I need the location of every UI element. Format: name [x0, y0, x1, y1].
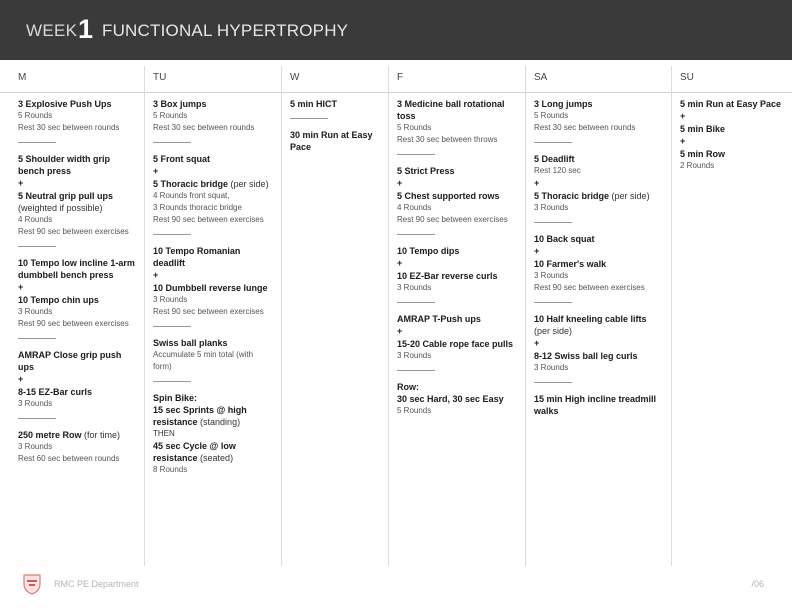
exercise-note: 5 Rounds [18, 111, 53, 120]
exercise-text: 10 EZ-Bar reverse curls [397, 271, 498, 281]
block-divider [397, 234, 435, 235]
superset-plus: + [397, 258, 403, 268]
exercise-qualifier: (seated) [200, 453, 234, 463]
exercise-text: 3 Medicine ball rotational toss [397, 99, 505, 121]
exercise-block [680, 98, 784, 172]
exercise-text: 45 sec Cycle @ low resistance [153, 441, 236, 463]
exercise-note: 4 Rounds [18, 215, 53, 224]
exercise-text: 8-15 EZ-Bar curls [18, 387, 93, 397]
exercise-block [534, 313, 663, 374]
day-label: TU [153, 72, 167, 83]
day-column [144, 66, 281, 566]
program-title: FUNCTIONAL HYPERTROPHY [102, 21, 349, 40]
exercise-text: 5 min HICT [290, 99, 338, 109]
page-number: /06 [751, 579, 764, 589]
exercise-name [18, 257, 136, 281]
block-divider [153, 234, 191, 235]
day-label: W [290, 72, 300, 83]
exercise-note: Rest 90 sec between exercises [18, 227, 129, 236]
exercise-block [534, 393, 663, 417]
exercise-name [680, 98, 784, 110]
exercise-note: Rest 90 sec between exercises [153, 215, 264, 224]
superset-plus: + [397, 326, 403, 336]
exercise-note: 5 Rounds [534, 111, 569, 120]
exercise-name [18, 294, 136, 306]
exercise-name [153, 337, 273, 349]
exercise-text: Swiss ball planks [153, 338, 228, 348]
day-column [0, 66, 144, 566]
exercise-note: Rest 60 sec between rounds [18, 454, 120, 463]
exercise-text: 5 Shoulder width grip bench press [18, 154, 110, 176]
block-divider [153, 142, 191, 143]
superset-plus: + [680, 111, 686, 121]
exercise-note: 4 Rounds [397, 203, 432, 212]
exercise-text: AMRAP Close grip push ups [18, 350, 122, 372]
exercise-block [153, 245, 273, 318]
exercise-name [534, 313, 663, 325]
exercise-name [153, 440, 273, 464]
exercise-text: 250 metre Row [18, 430, 82, 440]
exercise-name [534, 190, 663, 202]
exercise-note: 5 Rounds [397, 406, 432, 415]
exercise-text: 3 Explosive Push Ups [18, 99, 112, 109]
exercise-name [534, 98, 663, 110]
block-divider [534, 142, 572, 143]
exercise-qualifier: (per side) [611, 191, 650, 201]
exercise-note: 3 Rounds [534, 203, 569, 212]
exercise-text: 5 Strict Press [397, 166, 455, 176]
exercise-qualifier: (weighted if possible) [18, 203, 103, 213]
exercise-text: 10 Tempo dips [397, 246, 460, 256]
day-label: SU [680, 72, 694, 83]
superset-plus: + [153, 166, 159, 176]
exercise-name [153, 98, 273, 110]
week-label: WEEK [26, 21, 78, 40]
superset-plus: + [534, 246, 540, 256]
exercise-text: 10 Tempo low incline 1-arm dumbbell bench press [18, 258, 135, 280]
exercise-note: 5 Rounds [153, 111, 188, 120]
exercise-block [534, 233, 663, 294]
exercise-text: 15 sec Sprints @ high resistance [153, 405, 247, 427]
exercise-note: 3 Rounds [534, 363, 569, 372]
exercise-note: 5 Rounds [397, 123, 432, 132]
exercise-note: Rest 30 sec between throws [397, 135, 498, 144]
exercise-name [153, 392, 273, 404]
exercise-name [397, 98, 517, 122]
exercise-name [397, 190, 517, 202]
day-content [680, 92, 784, 172]
exercise-name [153, 245, 273, 269]
exercise-note: 3 Rounds [18, 399, 53, 408]
exercise-text: 5 min Row [680, 149, 726, 159]
day-column [388, 66, 525, 566]
exercise-text: 30 sec Hard, 30 sec Easy [397, 394, 504, 404]
day-label: F [397, 72, 404, 83]
exercise-name [397, 393, 517, 405]
exercise-name [290, 98, 380, 110]
exercise-note: Rest 90 sec between exercises [534, 283, 645, 292]
exercise-note: 3 Rounds [153, 295, 188, 304]
page-header [0, 0, 792, 60]
exercise-text: 30 min Run at Easy Pace [290, 130, 373, 152]
day-content [534, 92, 663, 417]
exercise-note: 3 Rounds [534, 271, 569, 280]
exercise-block [18, 429, 136, 465]
exercise-name [397, 313, 517, 325]
exercise-block [153, 337, 273, 373]
exercise-note: 3 Rounds [18, 307, 53, 316]
exercise-name [534, 350, 663, 362]
shield-logo-icon [22, 573, 42, 595]
block-divider [153, 381, 191, 382]
exercise-text: 10 Tempo Romanian deadlift [153, 246, 241, 268]
exercise-name [534, 258, 663, 270]
superset-plus: + [18, 282, 24, 292]
exercise-block [18, 349, 136, 410]
exercise-name [397, 165, 517, 177]
day-content [153, 92, 273, 476]
exercise-note: 2 Rounds [680, 161, 715, 170]
exercise-name [397, 270, 517, 282]
exercise-text: 10 Tempo chin ups [18, 295, 99, 305]
exercise-qualifier: (per side) [534, 326, 573, 336]
exercise-name [18, 429, 136, 441]
block-divider [18, 142, 56, 143]
exercise-text: Row: [397, 382, 419, 392]
exercise-note: 8 Rounds [153, 465, 188, 474]
day-column [281, 66, 388, 566]
exercise-block [153, 98, 273, 134]
exercise-text: 5 Thoracic bridge [534, 191, 610, 201]
superset-plus: + [397, 178, 403, 188]
exercise-qualifier: (per side) [230, 179, 269, 189]
exercise-name [397, 381, 517, 393]
exercise-note: Rest 30 sec between rounds [534, 123, 636, 132]
exercise-name [534, 393, 663, 417]
exercise-block [153, 153, 273, 226]
superset-plus: + [153, 270, 159, 280]
block-divider [18, 338, 56, 339]
exercise-block [534, 153, 663, 214]
superset-plus: + [680, 136, 686, 146]
exercise-text: 10 Back squat [534, 234, 595, 244]
exercise-qualifier: (standing) [200, 417, 241, 427]
exercise-note: Rest 30 sec between rounds [18, 123, 120, 132]
exercise-text: 8-12 Swiss ball leg curls [534, 351, 638, 361]
exercise-name [534, 153, 663, 165]
exercise-name [290, 129, 380, 153]
day-label: M [18, 72, 27, 83]
exercise-block [18, 98, 136, 134]
exercise-text: 15-20 Cable rope face pulls [397, 339, 514, 349]
exercise-name [153, 282, 273, 294]
exercise-name [153, 178, 273, 190]
exercise-name [18, 190, 136, 214]
exercise-text: 10 Farmer's walk [534, 259, 607, 269]
exercise-block [153, 392, 273, 476]
then-label: THEN [153, 429, 175, 438]
footer-org: RMC PE Department [54, 579, 139, 589]
block-divider [290, 118, 328, 119]
exercise-text: 5 min Bike [680, 124, 726, 134]
exercise-name [680, 123, 784, 135]
block-divider [153, 326, 191, 327]
superset-plus: + [18, 178, 24, 188]
day-content [397, 92, 517, 417]
exercise-text: 10 Half kneeling cable lifts [534, 314, 647, 324]
day-column [671, 66, 792, 566]
exercise-note: Accumulate 5 min total (with form) [153, 350, 254, 371]
exercise-note: Rest 90 sec between exercises [153, 307, 264, 316]
exercise-note: Rest 120 sec [534, 166, 581, 175]
day-label: SA [534, 72, 548, 83]
exercise-name [18, 349, 136, 373]
exercise-name [18, 386, 136, 398]
exercise-block [397, 165, 517, 226]
exercise-name [18, 153, 136, 177]
exercise-name [153, 404, 273, 428]
exercise-text: 3 Box jumps [153, 99, 207, 109]
superset-plus: + [18, 374, 24, 384]
exercise-name [18, 98, 136, 110]
exercise-block [397, 313, 517, 362]
block-divider [18, 246, 56, 247]
exercise-block [18, 257, 136, 330]
exercise-note: 3 Rounds [18, 442, 53, 451]
exercise-text: 5 Deadlift [534, 154, 575, 164]
exercise-text: 5 Neutral grip pull ups [18, 191, 114, 201]
exercise-text: 10 Dumbbell reverse lunge [153, 283, 268, 293]
block-divider [397, 370, 435, 371]
exercise-block [397, 381, 517, 417]
exercise-block [290, 129, 380, 153]
exercise-text: AMRAP T-Push ups [397, 314, 481, 324]
exercise-qualifier: (for time) [84, 430, 121, 440]
superset-plus: + [534, 178, 540, 188]
exercise-note: 3 Rounds thoracic bridge [153, 203, 242, 212]
exercise-note: Rest 90 sec between exercises [397, 215, 508, 224]
day-column [525, 66, 671, 566]
week-number: 1 [78, 14, 94, 44]
block-divider [534, 302, 572, 303]
exercise-note: Rest 90 sec between exercises [18, 319, 129, 328]
exercise-note: 3 Rounds [397, 283, 432, 292]
block-divider [397, 302, 435, 303]
exercise-note: 4 Rounds front squat, [153, 191, 230, 200]
exercise-name [680, 148, 784, 160]
exercise-block [397, 98, 517, 146]
exercise-note: Rest 30 sec between rounds [153, 123, 255, 132]
exercise-note: 3 Rounds [397, 351, 432, 360]
exercise-text: 5 Chest supported rows [397, 191, 500, 201]
block-divider [397, 154, 435, 155]
exercise-name [153, 153, 273, 165]
day-content [290, 92, 380, 153]
exercise-text: 15 min High incline treadmill walks [534, 394, 657, 416]
exercise-text: 5 min Run at Easy Pace [680, 99, 782, 109]
day-content [18, 92, 136, 465]
exercise-text: 3 Long jumps [534, 99, 593, 109]
exercise-text: 5 Thoracic bridge [153, 179, 229, 189]
exercise-block [534, 98, 663, 134]
block-divider [18, 418, 56, 419]
exercise-block [290, 98, 380, 110]
block-divider [534, 222, 572, 223]
block-divider [534, 382, 572, 383]
exercise-name [534, 233, 663, 245]
exercise-name [397, 245, 517, 257]
exercise-text: Spin Bike: [153, 393, 198, 403]
exercise-block [18, 153, 136, 238]
exercise-name [397, 338, 517, 350]
exercise-text: 5 Front squat [153, 154, 211, 164]
superset-plus: + [534, 338, 540, 348]
exercise-block [397, 245, 517, 294]
